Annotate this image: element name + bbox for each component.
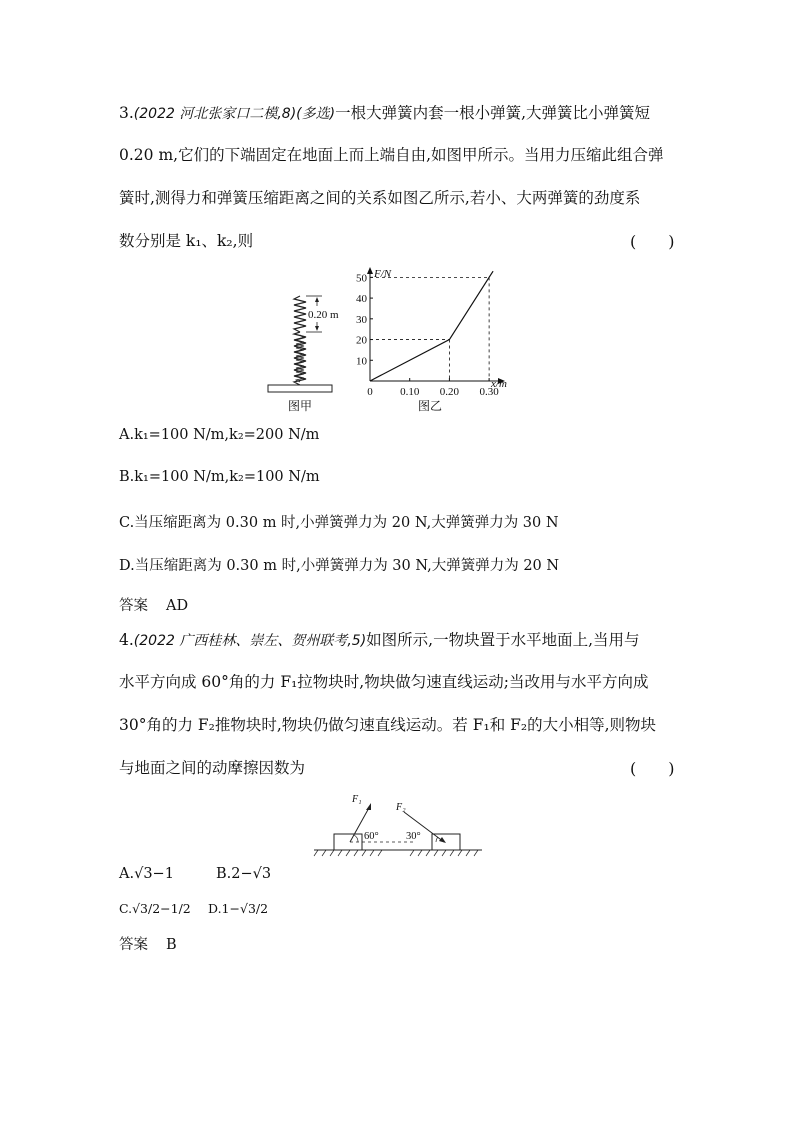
- y-tick-label: 30: [356, 313, 367, 326]
- angle-60-label: 60°: [364, 831, 379, 842]
- q4-answer-value: B: [166, 937, 177, 953]
- q3-number: 3.: [119, 104, 134, 122]
- q4-line-3: 30°角的力 F₂推物块时,物块仍做匀速直线运动。若 F₁和 F₂的大小相等,则物块: [119, 716, 657, 734]
- q3-line1-text: 一根大弹簧内套一根小弹簧,大弹簧比小弹簧短: [335, 104, 651, 122]
- q4-line-1: [119, 628, 640, 650]
- f1-label: F₁: [352, 794, 362, 805]
- small-spring: [294, 296, 306, 332]
- spring-gap-label: 0.20 m: [308, 309, 339, 321]
- q3-option-c: C.当压缩距离为 0.30 m 时,小弹簧弹力为 20 N,大弹簧弹力为 30 N: [119, 515, 559, 531]
- x-tick-label: 0.30: [479, 386, 499, 398]
- q4-option-a: A.√3−1: [119, 866, 174, 882]
- x-tick-label: 0.10: [400, 386, 420, 398]
- q4-option-c: C.√3/2−1/2: [119, 901, 191, 916]
- q3-option-a: A.k₁=100 N/m,k₂=200 N/m: [119, 427, 320, 443]
- q3-option-d: D.当压缩距离为 0.30 m 时,小弹簧弹力为 30 N,大弹簧弹力为 20 N: [119, 558, 560, 574]
- q3-force-chart: [352, 262, 522, 414]
- fig-yi-label: 图乙: [418, 399, 443, 413]
- fig-jia-label: 图甲: [288, 399, 313, 413]
- q4-answer-label: 答案: [119, 937, 148, 953]
- q4-number: 4.: [119, 631, 134, 649]
- q3-option-b: B.k₁=100 N/m,k₂=100 N/m: [119, 469, 320, 485]
- spring-base: [268, 385, 332, 392]
- q4-answer-paren: ( ): [630, 759, 675, 778]
- q3-line-3: 簧时,测得力和弹簧压缩距离之间的关系如图乙所示,若小、大两弹簧的劲度系: [119, 189, 641, 207]
- x-tick-label: 0.20: [439, 386, 460, 398]
- q3-line-2: 0.20 m,它们的下端固定在地面上而上端自由,如图甲所示。当用力压缩此组合弹: [119, 146, 664, 164]
- q4-answer: [119, 933, 177, 954]
- q3-line-1: [119, 101, 650, 123]
- q4-source: (2022 广西桂林、崇左、贺州联考,5): [133, 633, 367, 649]
- angle-30-label: 30°: [406, 831, 421, 842]
- f2-label: F₂: [396, 802, 406, 813]
- q3-source: (2022 河北张家口二模,8)(多选): [133, 106, 336, 122]
- q4-line1-text: 如图所示,一物块置于水平地面上,当用与: [366, 631, 640, 649]
- q4-force-diagram: [310, 788, 486, 858]
- q3-answer-value: AD: [166, 598, 189, 614]
- x-tick-label: 0: [367, 386, 373, 398]
- q4-line-4: 与地面之间的动摩擦因数为: [119, 759, 306, 777]
- y-tick-label: 20: [356, 334, 367, 347]
- q4-line-2: 水平方向成 60°角的力 F₁拉物块时,物块做匀速直线运动;当改用与水平方向成: [119, 673, 649, 691]
- series-line: [370, 271, 493, 381]
- y-tick-label: 50: [356, 272, 367, 285]
- q4-option-d: D.1−√3/2: [208, 901, 269, 916]
- q3-spring-figure: [262, 286, 342, 414]
- chart-x-label: x/m: [491, 378, 507, 390]
- q3-answer-label: 答案: [119, 598, 148, 614]
- y-tick-label: 10: [356, 355, 367, 368]
- y-tick-label: 40: [356, 293, 367, 306]
- q3-answer: [119, 594, 188, 615]
- q4-option-b: B.2−√3: [216, 866, 272, 882]
- chart-y-label: F/N: [374, 268, 392, 280]
- q3-answer-paren: ( ): [630, 232, 675, 251]
- q3-line-4: 数分别是 k₁、k₂,则: [119, 232, 254, 250]
